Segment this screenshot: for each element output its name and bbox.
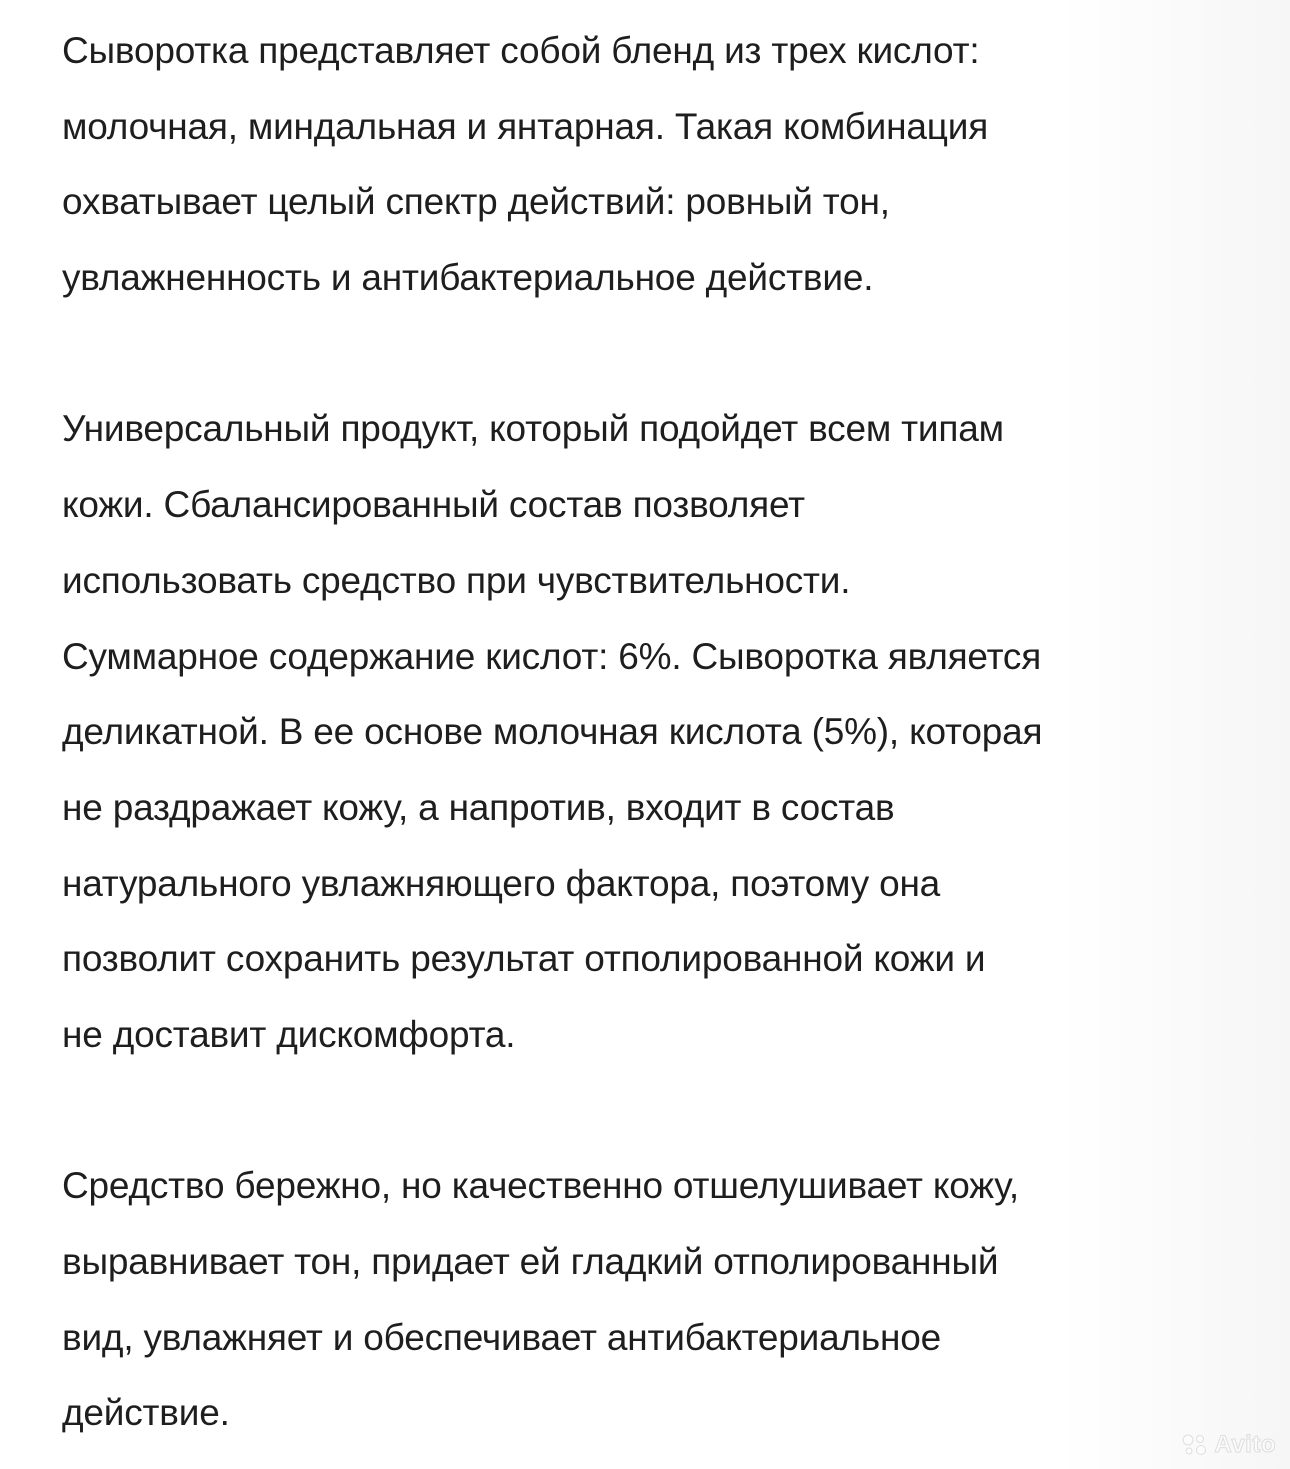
paragraph-1 xyxy=(62,13,1262,316)
paragraph-3 xyxy=(62,1148,1262,1451)
text-line: охватывает целый спектр действий: ровный тон, xyxy=(62,181,890,223)
text-line: кожи. Сбалансированный состав позволяет xyxy=(62,484,805,526)
text-line: не доставит дискомфорта. xyxy=(62,1013,516,1055)
text-line: не раздражает кожу, а напротив, входит в состав xyxy=(62,786,895,828)
text-line: натурального увлажняющего фактора, поэтому она xyxy=(62,862,941,904)
watermark-label: Avito xyxy=(1214,1431,1276,1458)
avito-watermark xyxy=(1180,1431,1276,1459)
description-text xyxy=(62,13,1262,1451)
paragraph-spacer xyxy=(62,1073,1262,1149)
text-line: молочная, миндальная и янтарная. Такая комбинация xyxy=(62,105,989,147)
paragraph-2 xyxy=(62,391,1262,1072)
text-line: использовать средство при чувствительности. xyxy=(62,559,851,601)
text-line: Средство бережно, но качественно отшелушивает кожу, xyxy=(62,1165,1019,1207)
text-line: увлажненность и антибактериальное действие. xyxy=(62,257,874,299)
text-line: деликатной. В ее основе молочная кислота (5%), которая xyxy=(62,711,1043,753)
text-line: Суммарное содержание кислот: 6%. Сыворотка является xyxy=(62,635,1042,677)
text-line: Универсальный продукт, который подойдет всем типам xyxy=(62,408,1004,450)
paragraph-spacer xyxy=(62,316,1262,392)
text-line: вид, увлажняет и обеспечивает антибактериальное xyxy=(62,1316,941,1358)
avito-dots-icon xyxy=(1180,1433,1210,1457)
text-line: позволит сохранить результат отполированной кожи и xyxy=(62,938,986,980)
text-line: действие. xyxy=(62,1392,230,1434)
text-line: выравнивает тон, придает ей гладкий отполированный xyxy=(62,1241,999,1282)
text-line: Сыворотка представляет собой бленд из трех кислот: xyxy=(62,30,980,71)
